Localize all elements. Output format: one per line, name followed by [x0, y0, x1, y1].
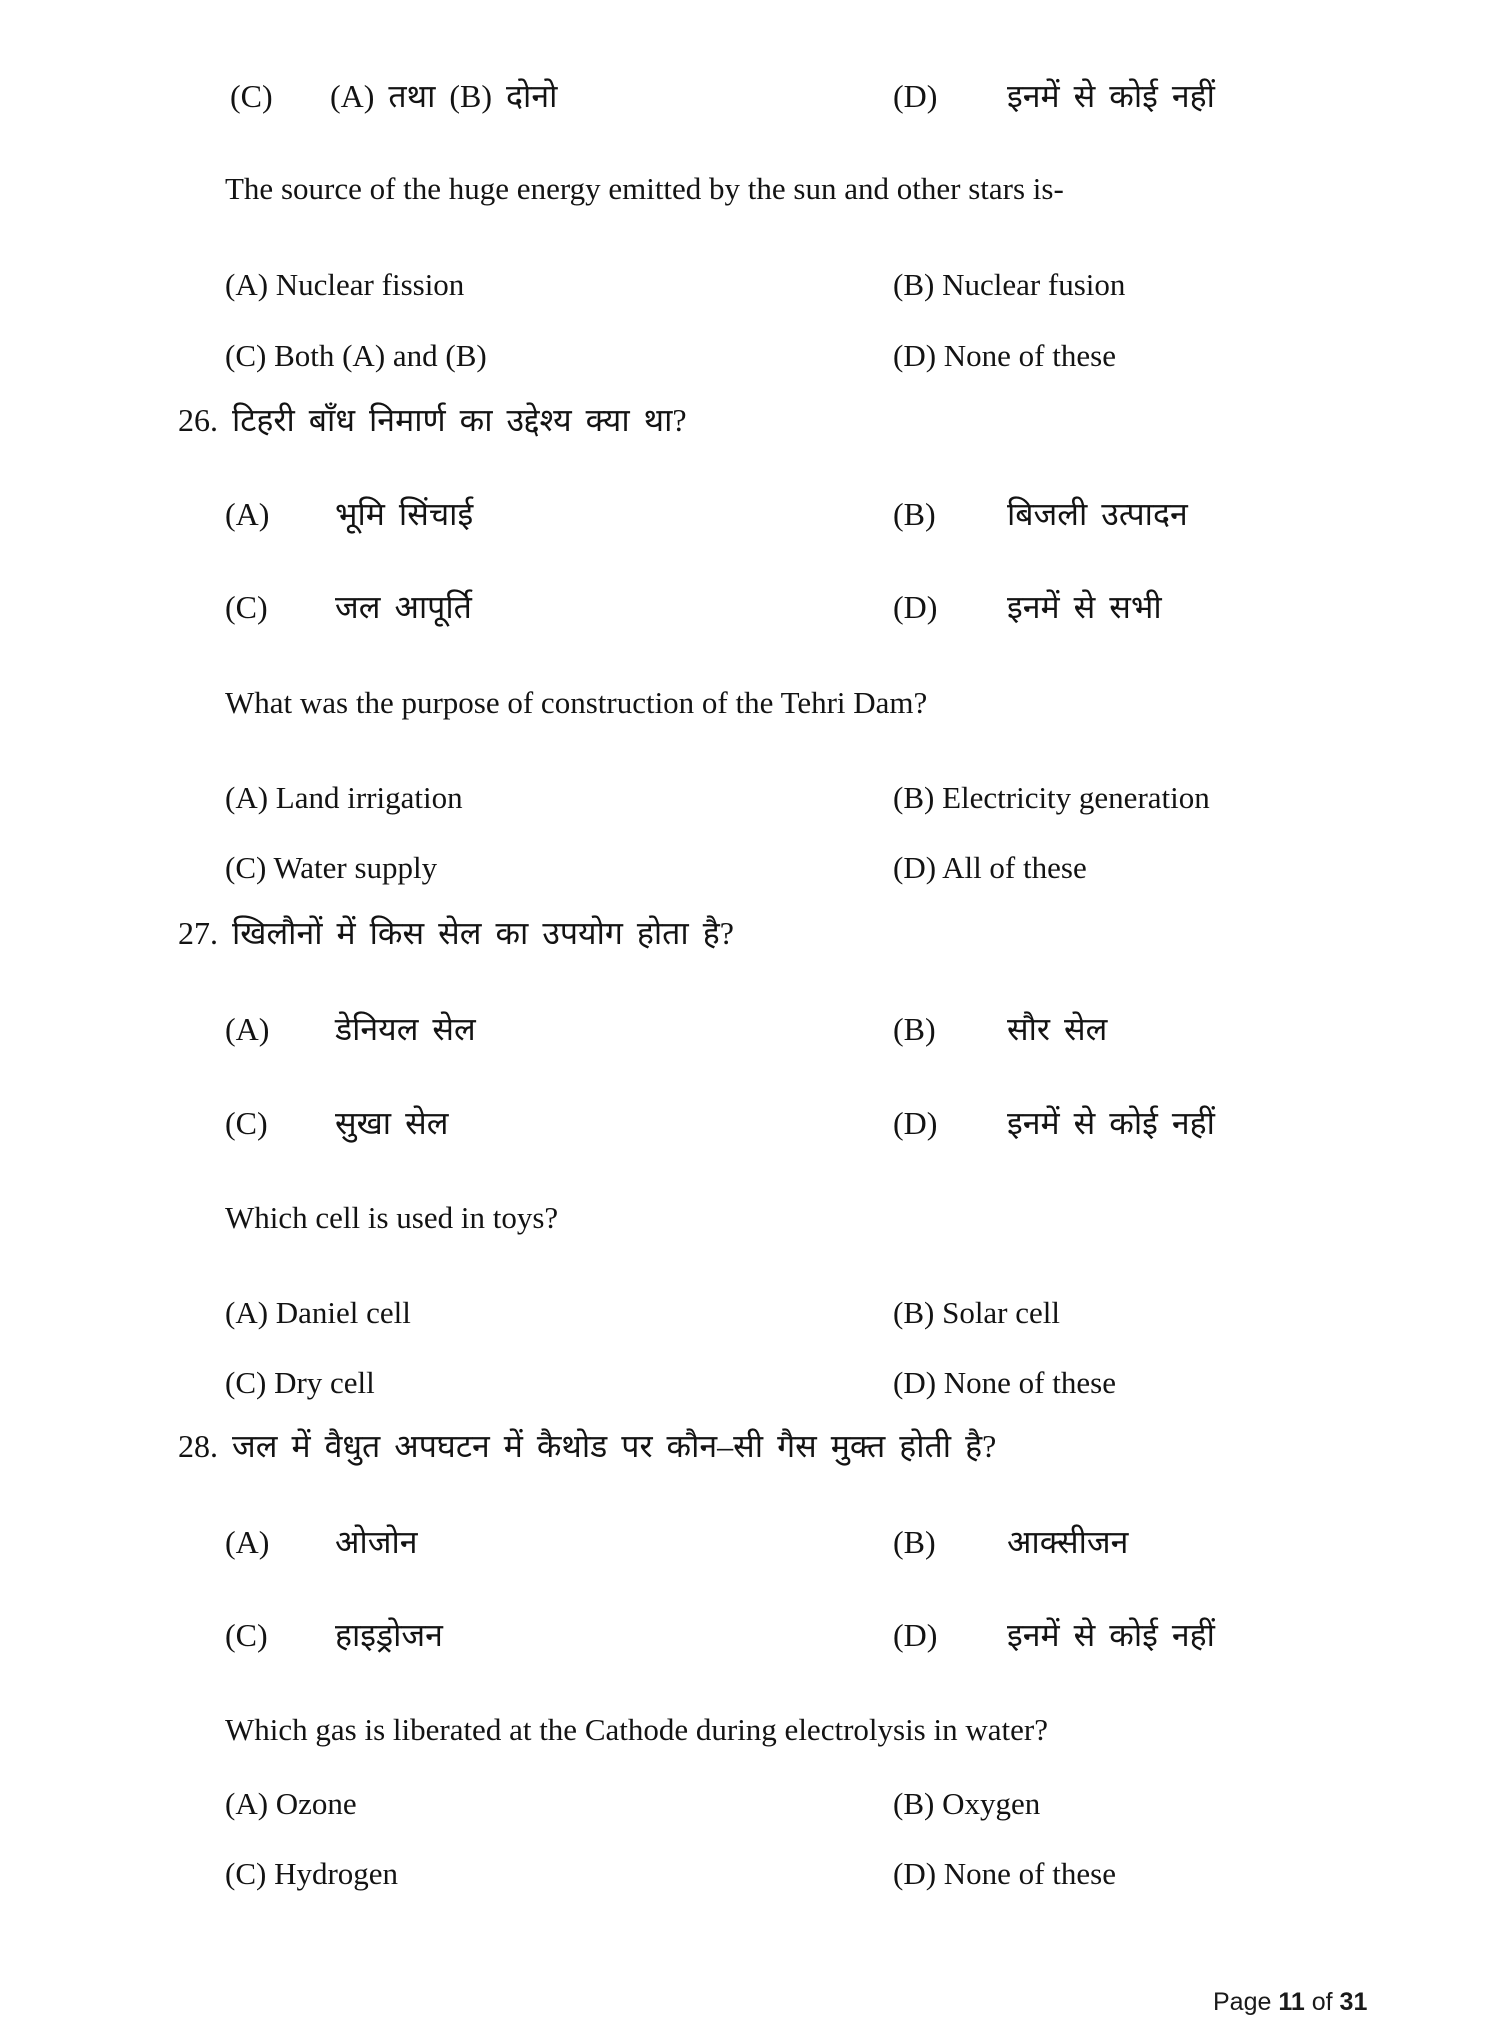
prev-option-b-english: (B) Nuclear fusion — [893, 267, 1126, 302]
prev-option-a-english: (A) Nuclear fission — [225, 267, 465, 302]
prev-option-c-label: (C) — [230, 78, 273, 114]
prev-option-c-english: (C) Both (A) and (B) — [225, 338, 487, 373]
q28-option-d-label: (D) — [893, 1617, 938, 1653]
q26-option-d-label: (D) — [893, 589, 938, 625]
q26-option-a-text: भूमि सिंचाई — [335, 496, 474, 532]
prev-option-d-label: (D) — [893, 78, 938, 114]
q28-option-d-text: इनमें से कोई नहीं — [1007, 1617, 1215, 1653]
q27-option-a-label: (A) — [225, 1011, 270, 1047]
prev-option-c-text: (A) तथा (B) दोनो — [330, 78, 558, 114]
prev-option-d-english: (D) None of these — [893, 338, 1116, 373]
q26-option-b-label: (B) — [893, 496, 936, 532]
q28-option-a-text: ओजोन — [335, 1524, 418, 1560]
q27-option-b-text: सौर सेल — [1007, 1011, 1108, 1047]
q26-option-c-english: (C) Water supply — [225, 850, 438, 885]
q28-option-b-english: (B) Oxygen — [893, 1786, 1041, 1821]
footer-current-page: 11 — [1278, 1988, 1305, 2016]
question-26-text-english: What was the purpose of construction of the Tehri Dam? — [225, 685, 928, 720]
q26-option-c-label: (C) — [225, 589, 268, 625]
q26-option-d-text: इनमें से सभी — [1007, 589, 1162, 625]
question-27-number: 27. — [178, 915, 218, 951]
q27-option-d-text: इनमें से कोई नहीं — [1007, 1105, 1215, 1141]
q26-option-a-label: (A) — [225, 496, 270, 532]
q28-option-c-label: (C) — [225, 1617, 268, 1653]
question-27-text-english: Which cell is used in toys? — [225, 1200, 559, 1235]
question-28-number: 28. — [178, 1428, 218, 1464]
q28-option-b-label: (B) — [893, 1524, 936, 1560]
q28-option-d-english: (D) None of these — [893, 1856, 1116, 1891]
prev-question-english: The source of the huge energy emitted by the sun and other stars is- — [225, 171, 1064, 206]
q27-option-a-english: (A) Daniel cell — [225, 1295, 411, 1330]
q27-option-b-label: (B) — [893, 1011, 936, 1047]
q26-option-c-text: जल आपूर्ति — [335, 589, 472, 625]
q27-option-c-label: (C) — [225, 1105, 268, 1141]
question-28-text-hindi: जल में वैधुत अपघटन में कैथोड पर कौन–सी गैस मुक्त होती है? — [232, 1428, 997, 1464]
q28-option-c-text: हाइड्रोजन — [335, 1617, 443, 1653]
question-27-text-hindi: खिलौनों में किस सेल का उपयोग होता है? — [232, 915, 734, 951]
question-26-text-hindi: टिहरी बाँध निमार्ण का उद्देश्य क्या था? — [232, 402, 687, 438]
page-footer — [1213, 1988, 1367, 2017]
footer-total-pages: 31 — [1339, 1988, 1368, 2016]
prev-option-d-text: इनमें से कोई नहीं — [1007, 78, 1215, 114]
q28-option-b-text: आक्सीजन — [1007, 1524, 1129, 1560]
q26-option-a-english: (A) Land irrigation — [225, 780, 463, 815]
q27-option-b-english: (B) Solar cell — [893, 1295, 1061, 1330]
q27-option-a-text: डेनियल सेल — [335, 1011, 476, 1047]
q26-option-d-english: (D) All of these — [893, 850, 1087, 885]
q27-option-c-text: सुखा सेल — [335, 1105, 449, 1141]
footer-page-label: Page — [1213, 1988, 1272, 2016]
footer-of-label: of — [1311, 1988, 1333, 2016]
q26-option-b-english: (B) Electricity generation — [893, 780, 1210, 815]
question-26-number: 26. — [178, 402, 218, 438]
q26-option-b-text: बिजली उत्पादन — [1007, 496, 1188, 532]
q28-option-c-english: (C) Hydrogen — [225, 1856, 399, 1891]
q27-option-d-english: (D) None of these — [893, 1365, 1116, 1400]
q28-option-a-english: (A) Ozone — [225, 1786, 357, 1821]
q27-option-d-label: (D) — [893, 1105, 938, 1141]
q28-option-a-label: (A) — [225, 1524, 270, 1560]
q27-option-c-english: (C) Dry cell — [225, 1365, 375, 1400]
question-28-text-english: Which gas is liberated at the Cathode during electrolysis in water? — [225, 1712, 1048, 1747]
